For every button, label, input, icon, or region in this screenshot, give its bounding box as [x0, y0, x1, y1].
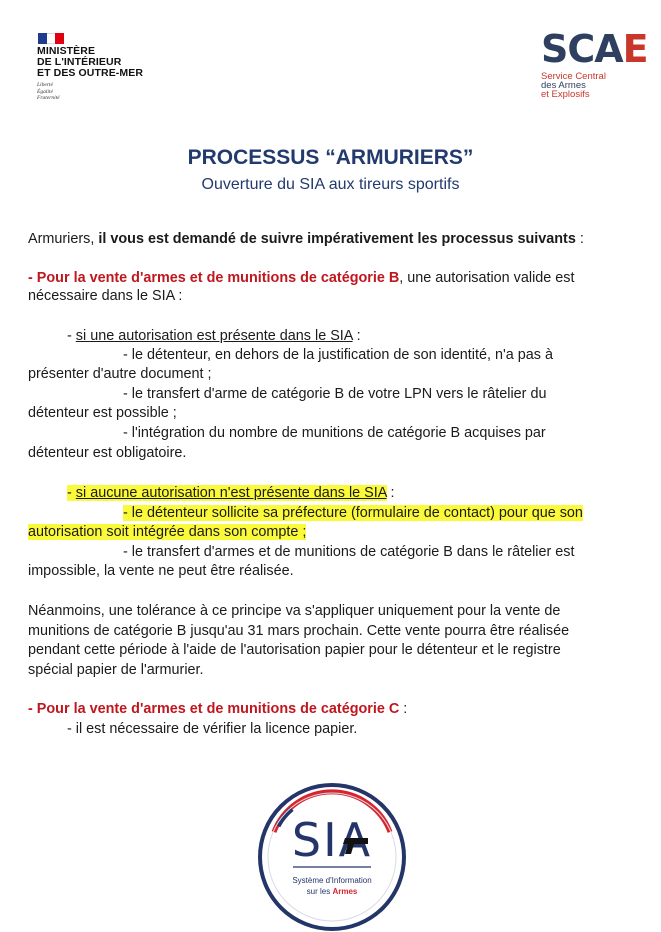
scae-sub-line: Service Central	[541, 71, 606, 82]
ministry-line: ET DES OUTRE-MER	[37, 67, 144, 79]
seal-caption-line	[307, 887, 358, 896]
case-present-line: - l'intégration du nombre de munitions de catégorie B acquises par	[123, 425, 546, 441]
scae-letters: SCA	[541, 27, 623, 71]
seal-caption-red: Armes	[332, 887, 358, 896]
case-present-heading	[67, 327, 361, 345]
ministry-name	[37, 46, 143, 79]
intro-paragraph	[28, 230, 584, 248]
scae-sub-line: des Armes	[541, 80, 586, 91]
bullet-dash: -	[67, 328, 76, 344]
highlighted-text: - le détenteur sollicite sa préfecture (formulaire de contact) pour que son	[123, 505, 583, 521]
case-absent-line: impossible, la vente ne peut être réalisée.	[28, 563, 294, 579]
scae-subtitle	[541, 72, 606, 99]
scae-accent-letter: E	[622, 27, 648, 71]
motto-line: Liberté	[37, 82, 53, 88]
seal-caption-normal: sur les	[306, 887, 333, 896]
bullet-dash: -	[67, 485, 76, 501]
tolerance-line: pendant cette période à l'aide de l'autorisation papier pour le détenteur et le registre	[28, 642, 561, 658]
case-present-line: - le transfert d'arme de catégorie B de votre LPN vers le râtelier du	[123, 386, 547, 402]
case-absent-line-highlighted	[28, 523, 306, 541]
motto-line: Fraternité	[37, 95, 60, 101]
seal-caption-line: Système d'Information	[292, 876, 372, 885]
motto-line: Égalité	[37, 88, 53, 95]
seal-letters: SIA	[291, 813, 373, 867]
section-b-lead-tail: , une autorisation valide est	[399, 270, 575, 286]
ministry-line: DE L'INTÉRIEUR	[37, 56, 122, 68]
section-c-line: - il est nécessaire de vérifier la licence papier.	[67, 721, 358, 737]
intro-bold-text: il vous est demandé de suivre impérativement les processus suivants	[98, 231, 576, 247]
case-absent-line-highlighted	[123, 504, 583, 522]
scae-logo	[541, 27, 648, 71]
case-present-line: présenter d'autre document ;	[28, 366, 212, 382]
republic-motto	[37, 82, 60, 102]
heading-tail: :	[386, 485, 395, 501]
case-absent-line: - le transfert d'armes et de munitions de catégorie B dans le râtelier est	[123, 544, 575, 560]
case-present-line: détenteur est possible ;	[28, 405, 177, 421]
section-c-heading	[28, 700, 407, 718]
intro-text: Armuriers,	[28, 231, 99, 247]
heading-tail: :	[352, 328, 361, 344]
sia-seal-logo	[257, 782, 407, 932]
section-c-lead-tail: :	[399, 701, 408, 717]
case-present-line: détenteur est obligatoire.	[28, 445, 187, 461]
case-absent-heading	[67, 484, 395, 502]
case-absent-title: si aucune autorisation n'est présente dans le SIA	[75, 485, 387, 501]
document-subtitle: Ouverture du SIA aux tireurs sportifs	[201, 176, 460, 193]
ministry-line: MINISTÈRE	[37, 45, 96, 57]
case-present-title: si une autorisation est présente dans le SIA	[75, 328, 353, 344]
case-present-line: - le détenteur, en dehors de la justification de son identité, n'a pas à	[123, 347, 553, 363]
tolerance-line: munitions de catégorie B jusqu'au 31 mars prochain. Cette vente pourra être réalisée	[28, 623, 570, 639]
highlighted-text: autorisation soit intégrée dans son compte ;	[28, 524, 307, 540]
section-b-heading	[28, 269, 574, 287]
tolerance-line: spécial papier de l'armurier.	[28, 662, 204, 678]
section-b-lead: - Pour la vente d'armes et de munitions de catégorie B	[28, 270, 400, 286]
document-title: PROCESSUS “ARMURIERS”	[187, 146, 474, 169]
section-b-line: nécessaire dans le SIA :	[28, 288, 183, 304]
section-c-lead: - Pour la vente d'armes et de munitions de catégorie C	[28, 701, 400, 717]
french-flag-logo	[38, 33, 64, 44]
scae-sub-line: et Explosifs	[541, 89, 590, 100]
tolerance-line: Néanmoins, une tolérance à ce principe va s'appliquer uniquement pour la vente de	[28, 603, 561, 619]
intro-tail: :	[575, 231, 584, 247]
